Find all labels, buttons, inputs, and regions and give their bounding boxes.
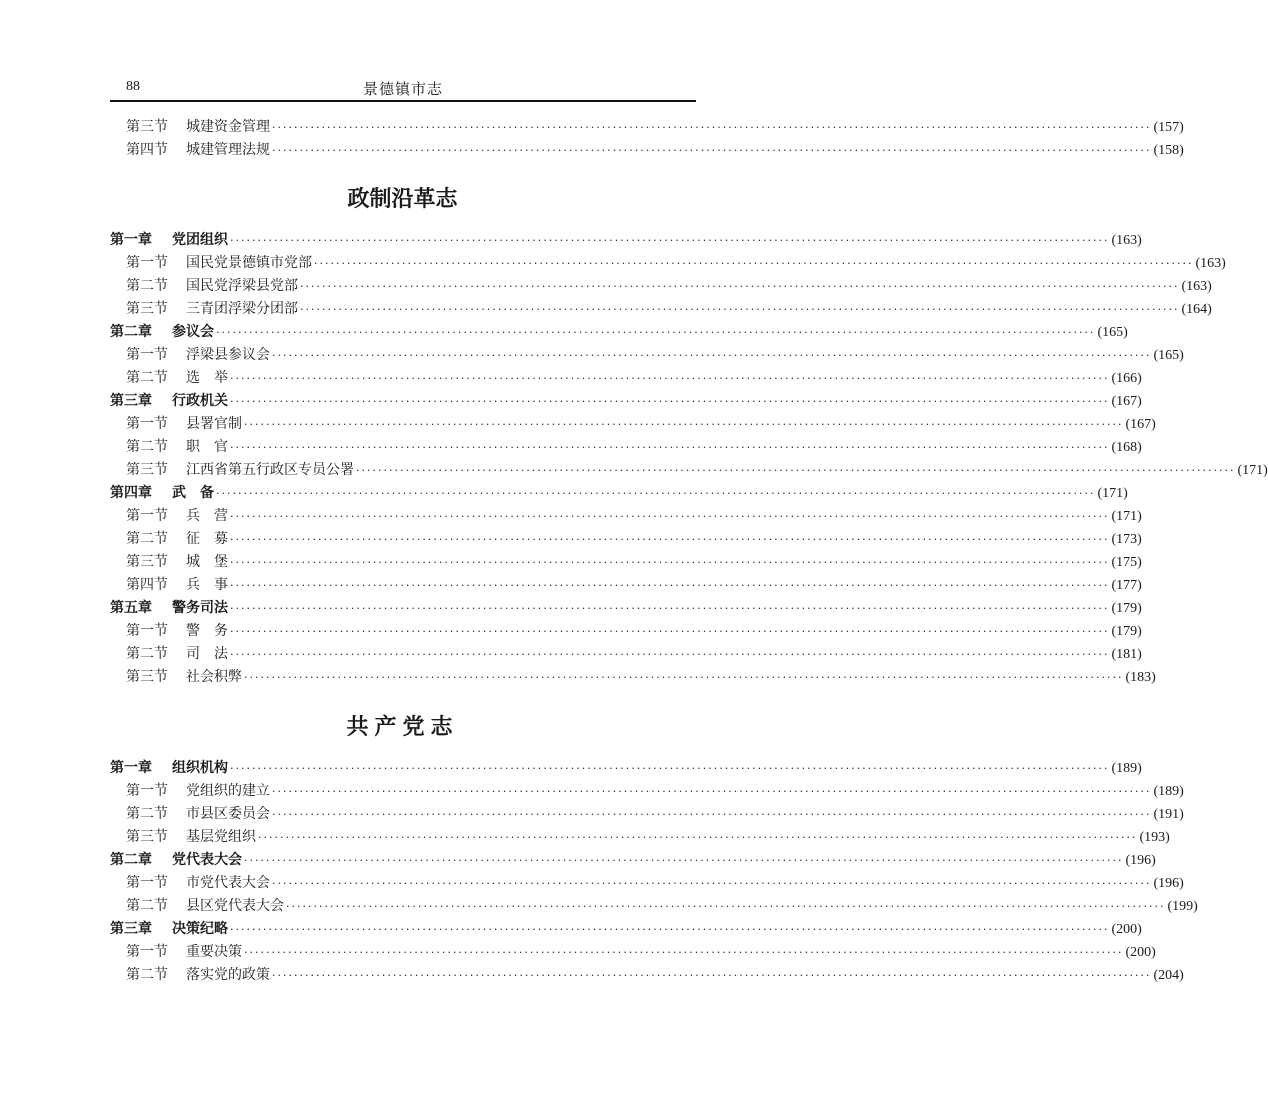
toc-section-entry	[110, 666, 1156, 689]
chapter-title: 组织机构	[172, 760, 228, 776]
toc-entry-label	[126, 872, 270, 895]
toc-entry-label	[126, 116, 270, 139]
page-reference: (158)	[1153, 143, 1184, 158]
section-title-text: 县署官制	[186, 416, 242, 432]
toc-section-entry	[110, 116, 1184, 139]
dot-leader: ································································································································································	[230, 510, 1110, 523]
section-title-text: 浮梁县参议会	[186, 347, 270, 363]
toc-section-entry	[110, 528, 1142, 551]
chapter-number: 第三章	[110, 393, 152, 409]
section-title-text: 重要决策	[186, 944, 242, 960]
page-reference: (191)	[1153, 807, 1184, 822]
dot-leader: ································································································································································	[230, 648, 1110, 661]
page-reference: (168)	[1111, 440, 1142, 455]
page-reference: (157)	[1153, 120, 1184, 135]
section-title-text: 市党代表大会	[186, 875, 270, 891]
dot-leader: ································································································································································	[216, 326, 1096, 339]
toc-entry-label	[126, 551, 228, 574]
page-reference: (167)	[1111, 394, 1142, 409]
toc-entry-label	[126, 298, 298, 321]
chapter-number: 第一章	[110, 760, 152, 776]
toc-section-entry	[110, 367, 1142, 390]
toc-entry-label	[126, 275, 298, 298]
page-reference: (165)	[1097, 325, 1128, 340]
toc-chapter-entry	[110, 321, 1128, 344]
toc-section-entry	[110, 344, 1184, 367]
dot-leader: ································································································································································	[230, 625, 1110, 638]
section-number: 第一节	[126, 255, 168, 271]
page-reference: (165)	[1153, 348, 1184, 363]
toc-entry-label	[110, 390, 228, 413]
toc-entry-label	[126, 803, 270, 826]
toc-entry-label	[126, 964, 270, 987]
page-reference: (199)	[1167, 899, 1198, 914]
section-title-text: 兵 营	[186, 508, 228, 524]
toc-section-entry	[110, 826, 1170, 849]
chapter-number: 第一章	[110, 232, 152, 248]
chapter-title: 参议会	[172, 324, 214, 340]
toc-continued-block	[110, 116, 1184, 162]
toc-entry-label	[126, 252, 312, 275]
dot-leader: ································································································································································	[272, 144, 1152, 157]
dot-leader: ································································································································································	[230, 923, 1110, 936]
section-number: 第三节	[126, 301, 168, 317]
toc-entry-label	[126, 344, 270, 367]
section-number: 第一节	[126, 623, 168, 639]
dot-leader: ································································································································································	[230, 395, 1110, 408]
toc-chapter-entry	[110, 849, 1156, 872]
section-number: 第一节	[126, 875, 168, 891]
toc-entry-label	[126, 941, 242, 964]
page-reference: (163)	[1111, 233, 1142, 248]
toc-entry-label	[126, 620, 228, 643]
toc-zhengzhi-block	[110, 229, 1268, 689]
section-number: 第一节	[126, 508, 168, 524]
toc-entry-label	[126, 780, 270, 803]
section-number: 第二节	[126, 806, 168, 822]
dot-leader: ································································································································································	[216, 487, 1096, 500]
toc-section-entry	[110, 275, 1212, 298]
toc-section-entry	[110, 139, 1184, 162]
section-number: 第二节	[126, 646, 168, 662]
dot-leader: ································································································································································	[230, 762, 1110, 775]
section-title-text: 国民党浮梁县党部	[186, 278, 298, 294]
page-reference: (200)	[1111, 922, 1142, 937]
dot-leader: ································································································································································	[230, 579, 1110, 592]
page-reference: (179)	[1111, 601, 1142, 616]
dot-leader: ································································································································································	[230, 533, 1110, 546]
toc-section-entry	[110, 413, 1156, 436]
section-number: 第一节	[126, 783, 168, 799]
chapter-title: 党代表大会	[172, 852, 242, 868]
toc-entry-label	[126, 574, 228, 597]
section-title-text: 城建资金管理	[186, 119, 270, 135]
section-number: 第一节	[126, 944, 168, 960]
toc-section-entry	[110, 459, 1268, 482]
section-number: 第四节	[126, 577, 168, 593]
dot-leader: ································································································································································	[272, 121, 1152, 134]
page-reference: (177)	[1111, 578, 1142, 593]
section-number: 第二节	[126, 898, 168, 914]
section-title-text: 落实党的政策	[186, 967, 270, 983]
book-title: 景德镇市志	[362, 80, 443, 98]
section-title-text: 基层党组织	[186, 829, 256, 845]
dot-leader: ································································································································································	[244, 418, 1124, 431]
toc-entry-label	[126, 459, 354, 482]
toc-entry-label	[110, 757, 228, 780]
page-reference: (181)	[1111, 647, 1142, 662]
page-reference: (204)	[1153, 968, 1184, 983]
toc-entry-label	[126, 528, 228, 551]
dot-leader: ································································································································································	[272, 877, 1152, 890]
chapter-title: 行政机关	[172, 393, 228, 409]
page-reference: (171)	[1237, 463, 1268, 478]
toc-entry-label	[126, 895, 284, 918]
toc-entry-label	[126, 413, 242, 436]
chapter-number: 第四章	[110, 485, 152, 501]
section-title-text: 城建管理法规	[186, 142, 270, 158]
toc-section-entry	[110, 941, 1156, 964]
toc-entry-label	[126, 436, 228, 459]
toc-section-entry	[110, 803, 1184, 826]
dot-leader: ································································································································································	[286, 900, 1166, 913]
page-reference: (164)	[1181, 302, 1212, 317]
section-title-text: 兵 事	[186, 577, 228, 593]
toc-section-entry	[110, 574, 1142, 597]
toc-entry-label	[110, 229, 228, 252]
section-number: 第二节	[126, 278, 168, 294]
dot-leader: ································································································································································	[314, 257, 1194, 270]
chapter-number: 第五章	[110, 600, 152, 616]
toc-entry-label	[110, 849, 242, 872]
chapter-title: 警务司法	[172, 600, 228, 616]
toc-entry-label	[110, 321, 214, 344]
page-reference: (189)	[1111, 761, 1142, 776]
toc-gongchandang-block	[110, 757, 1198, 987]
section-number: 第二节	[126, 967, 168, 983]
toc-section-entry	[110, 895, 1198, 918]
toc-entry-label	[126, 643, 228, 666]
section-title-text: 党组织的建立	[186, 783, 270, 799]
page-reference: (196)	[1125, 853, 1156, 868]
dot-leader: ································································································································································	[244, 854, 1124, 867]
section-number: 第二节	[126, 439, 168, 455]
toc-section-entry	[110, 505, 1142, 528]
toc-chapter-entry	[110, 597, 1142, 620]
section-title-text: 国民党景德镇市党部	[186, 255, 312, 271]
page-reference: (163)	[1181, 279, 1212, 294]
chapter-title: 党团组织	[172, 232, 228, 248]
section-title-text: 警 务	[186, 623, 228, 639]
chapter-title: 决策纪略	[172, 921, 228, 937]
page-reference: (171)	[1097, 486, 1128, 501]
part-title-zhengzhi: 政制沿革志	[347, 187, 458, 212]
page-reference: (173)	[1111, 532, 1142, 547]
section-number: 第一节	[126, 347, 168, 363]
page-reference: (179)	[1111, 624, 1142, 639]
dot-leader: ································································································································································	[300, 280, 1180, 293]
toc-section-entry	[110, 620, 1142, 643]
section-number: 第一节	[126, 416, 168, 432]
section-title-text: 县区党代表大会	[186, 898, 284, 914]
section-title-text: 市县区委员会	[186, 806, 270, 822]
toc-entry-label	[126, 505, 228, 528]
toc-chapter-entry	[110, 918, 1142, 941]
section-title-text: 选 举	[186, 370, 228, 386]
toc-entry-label	[110, 918, 228, 941]
toc-entry-label	[110, 482, 214, 505]
dot-leader: ································································································································································	[230, 234, 1110, 247]
section-number: 第二节	[126, 531, 168, 547]
dot-leader: ································································································································································	[230, 556, 1110, 569]
dot-leader: ································································································································································	[230, 441, 1110, 454]
dot-leader: ································································································································································	[300, 303, 1180, 316]
section-number: 第四节	[126, 142, 168, 158]
section-title-text: 司 法	[186, 646, 228, 662]
page-reference: (171)	[1111, 509, 1142, 524]
dot-leader: ································································································································································	[272, 785, 1152, 798]
page-reference: (189)	[1153, 784, 1184, 799]
section-title-text: 社会积弊	[186, 669, 242, 685]
section-number: 第二节	[126, 370, 168, 386]
toc-section-entry	[110, 643, 1142, 666]
page-reference: (183)	[1125, 670, 1156, 685]
dot-leader: ································································································································································	[356, 464, 1236, 477]
section-number: 第三节	[126, 829, 168, 845]
part-title-gongchandang: 共产党志	[346, 715, 459, 740]
dot-leader: ································································································································································	[244, 671, 1124, 684]
toc-entry-label	[110, 597, 228, 620]
section-number: 第三节	[126, 119, 168, 135]
toc-section-entry	[110, 551, 1142, 574]
section-title-text: 江西省第五行政区专员公署	[186, 462, 354, 478]
dot-leader: ································································································································································	[230, 602, 1110, 615]
section-title-text: 职 官	[186, 439, 228, 455]
page-reference: (193)	[1139, 830, 1170, 845]
toc-entry-label	[126, 826, 256, 849]
page-reference: (163)	[1195, 256, 1226, 271]
toc-entry-label	[126, 367, 228, 390]
section-title-text: 城 堡	[186, 554, 228, 570]
dot-leader: ································································································································································	[244, 946, 1124, 959]
page-reference: (167)	[1125, 417, 1156, 432]
dot-leader: ································································································································································	[230, 372, 1110, 385]
section-number: 第三节	[126, 669, 168, 685]
toc-entry-label	[126, 666, 242, 689]
chapter-number: 第二章	[110, 324, 152, 340]
toc-section-entry	[110, 780, 1184, 803]
dot-leader: ································································································································································	[272, 808, 1152, 821]
section-number: 第三节	[126, 462, 168, 478]
section-title-text: 三青团浮梁分团部	[186, 301, 298, 317]
toc-chapter-entry	[110, 757, 1142, 780]
page-reference: (175)	[1111, 555, 1142, 570]
toc-section-entry	[110, 872, 1184, 895]
section-number: 第三节	[126, 554, 168, 570]
section-title-text: 征 募	[186, 531, 228, 547]
dot-leader: ································································································································································	[272, 969, 1152, 982]
page-number: 88	[126, 79, 140, 94]
running-header	[110, 76, 696, 102]
toc-section-entry	[110, 252, 1226, 275]
chapter-title: 武 备	[172, 485, 214, 501]
toc-chapter-entry	[110, 229, 1142, 252]
dot-leader: ································································································································································	[258, 831, 1138, 844]
toc-section-entry	[110, 964, 1184, 987]
toc-section-entry	[110, 298, 1212, 321]
page-reference: (196)	[1153, 876, 1184, 891]
toc-entry-label	[126, 139, 270, 162]
toc-section-entry	[110, 436, 1142, 459]
page-reference: (200)	[1125, 945, 1156, 960]
dot-leader: ································································································································································	[272, 349, 1152, 362]
chapter-number: 第二章	[110, 852, 152, 868]
toc-chapter-entry	[110, 482, 1128, 505]
toc-chapter-entry	[110, 390, 1142, 413]
page-reference: (166)	[1111, 371, 1142, 386]
chapter-number: 第三章	[110, 921, 152, 937]
